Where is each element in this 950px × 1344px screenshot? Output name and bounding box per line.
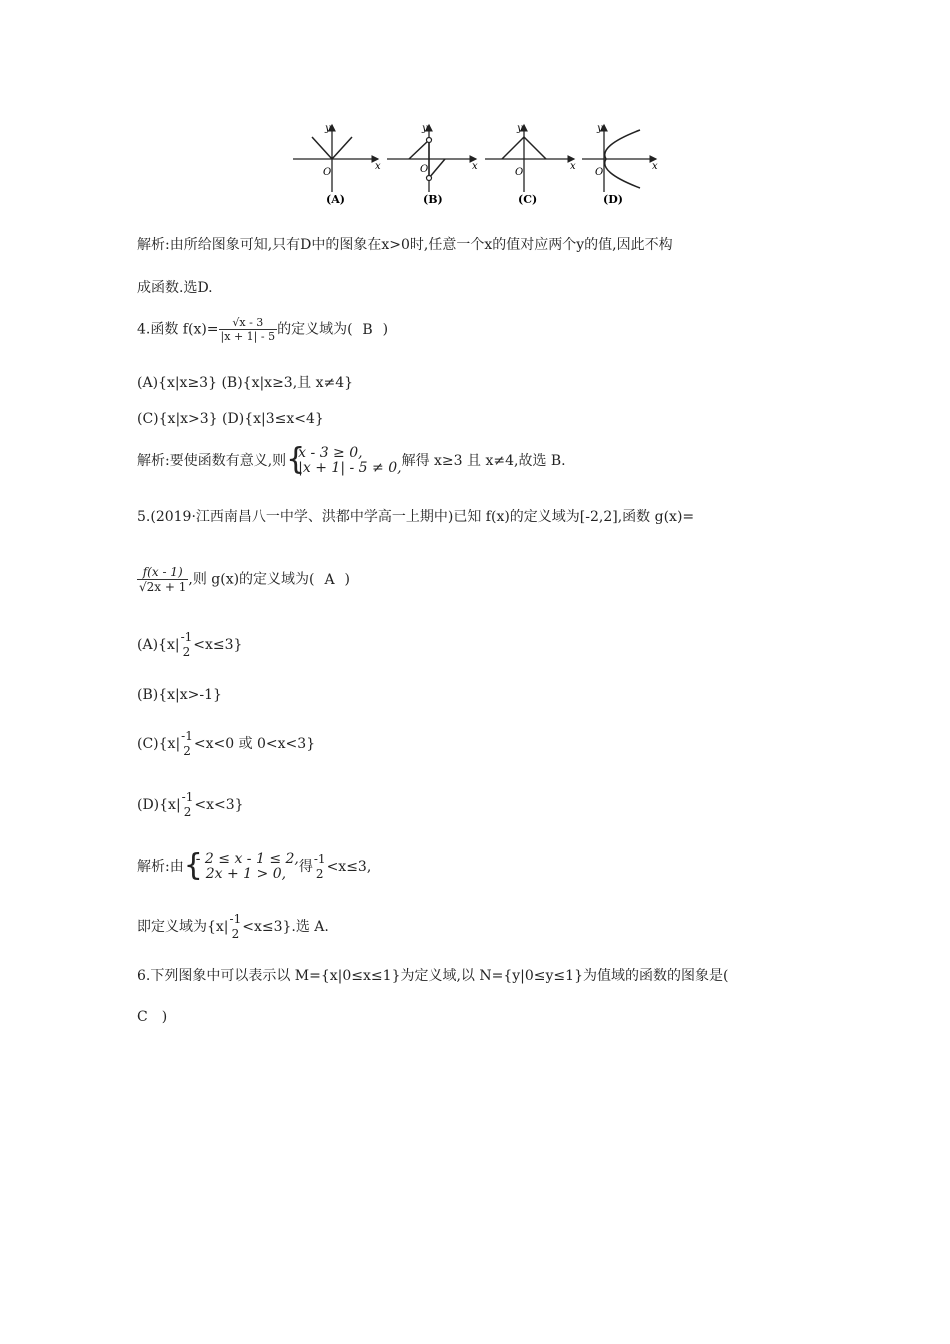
q4-question	[137, 316, 388, 343]
q5-answer: A	[324, 571, 335, 588]
x-axis-label-d: x	[652, 161, 658, 172]
graph-panel-a	[293, 123, 381, 206]
q4-system-row1: x - 3 ≥ 0,	[298, 445, 363, 461]
q5-option-a	[137, 630, 242, 660]
q6-answer: C	[137, 1009, 148, 1025]
origin-label-c: O	[515, 167, 524, 178]
q5-conclusion-frac	[230, 912, 242, 942]
q5-solution	[137, 848, 372, 883]
origin-label-a: O	[323, 167, 332, 178]
q5-option-a-num: -1	[180, 630, 193, 644]
q4-solution	[137, 442, 566, 477]
q5-conclusion	[137, 912, 329, 942]
q3-graphs-svg	[290, 120, 660, 212]
panel-label-d: (D)	[603, 193, 623, 206]
q5-conclusion-den: 2	[231, 927, 240, 941]
panel-label-a: (A)	[326, 193, 345, 206]
q5-system: { - 2 ≤ x - 1 ≤ 2, 2x + 1 > 0,	[183, 848, 299, 883]
q4-suffix: 的定义域为(	[277, 321, 353, 338]
y-axis-label-b: y	[422, 123, 428, 134]
q5-option-d-den: 2	[183, 805, 192, 819]
x-axis-label-b: x	[472, 161, 478, 172]
q5-system-row2: 2x + 1 > 0,	[205, 866, 287, 882]
panel-label-c: (C)	[518, 193, 538, 206]
q4-system: { x - 3 ≥ 0, |x + 1| - 5 ≠ 0,	[286, 442, 402, 477]
panel-label-b: (B)	[423, 193, 443, 206]
q4-close: )	[382, 321, 389, 338]
q5-system-row1: - 2 ≤ x - 1 ≤ 2,	[195, 851, 299, 867]
q4-options-ab: (A){x|x≥3} (B){x|x≥3,且 x≠4}	[137, 375, 354, 391]
graph-panel-d	[582, 123, 658, 206]
q6-answer-line	[137, 1008, 167, 1026]
q5-option-d-frac	[182, 790, 194, 820]
q5-conclusion-num: -1	[229, 912, 242, 926]
q4-solution-suffix: 解得 x≥3 且 x≠4,故选 B.	[401, 453, 566, 469]
q5-option-a-pre: (A){x|	[137, 637, 180, 653]
q5-close: )	[344, 571, 350, 588]
origin-label-d: O	[595, 167, 604, 178]
origin-label-b: O	[420, 164, 429, 175]
q5-frac-den: √2x + 1	[139, 580, 187, 594]
q5-option-c-frac	[181, 729, 193, 759]
q4-frac-den: |x + 1| - 5	[220, 330, 276, 343]
q4-frac-num: √x - 3	[219, 316, 278, 330]
q5-solution-suffix: <x≤3,	[326, 859, 372, 875]
q5-option-a-frac	[181, 630, 193, 660]
y-axis-label-a: y	[325, 123, 331, 134]
q5-question-cont	[137, 565, 350, 594]
graph-panel-c	[485, 123, 576, 206]
q4-prefix: 4.函数 f(x)=	[137, 321, 219, 338]
q4-answer: B	[362, 321, 373, 338]
q6-close: )	[161, 1009, 168, 1025]
q5-option-c-post: <x<0 或 0<x<3}	[193, 736, 316, 752]
q5-solution-prefix: 解析:由	[137, 859, 184, 875]
q5-option-c-den: 2	[183, 744, 191, 758]
q5-solution-den: 2	[315, 867, 324, 881]
q5-option-a-den: 2	[182, 645, 191, 659]
q5-conclusion-pre: 即定义域为{x|	[137, 919, 229, 935]
x-axis-label-c: x	[570, 161, 576, 172]
q4-solution-prefix: 解析:要使函数有意义,则	[137, 453, 287, 469]
q4-options-cd: (C){x|x>3} (D){x|3≤x<4}	[137, 411, 324, 427]
q5-fraction	[137, 565, 188, 594]
q3-solution-line2: 成函数.选D.	[137, 280, 213, 296]
graph-panel-b	[387, 123, 478, 206]
q5-option-c-pre: (C){x|	[137, 736, 181, 752]
q5-header: 5.(2019·江西南昌八一中学、洪都中学高一上期中)已知 f(x)的定义域为[-2,2],函数 g(x)=	[137, 509, 695, 525]
q5-option-d-post: <x<3}	[194, 797, 244, 813]
q5-option-d	[137, 790, 244, 820]
q6-question: 6.下列图象中可以表示以 M={x|0≤x≤1}为定义域,以 N={y|0≤y≤1}为值域的函数的图象是(	[137, 968, 729, 984]
q5-solution-mid: 得	[298, 859, 313, 875]
q5-suffix: ,则 g(x)的定义域为(	[188, 571, 315, 588]
q5-option-c-num: -1	[181, 729, 193, 743]
q5-option-d-pre: (D){x|	[137, 797, 181, 813]
y-axis-label-d: y	[597, 123, 603, 134]
q4-fraction	[219, 316, 278, 343]
q5-solution-num: -1	[313, 852, 326, 866]
q5-option-a-post: <x≤3}	[193, 637, 243, 653]
q4-system-row2: |x + 1| - 5 ≠ 0,	[298, 460, 402, 476]
q5-option-d-num: -1	[181, 790, 194, 804]
q5-solution-frac	[314, 852, 326, 882]
q5-option-b: (B){x|x>-1}	[137, 687, 222, 703]
q5-conclusion-post: <x≤3}.选 A.	[242, 919, 329, 935]
y-axis-label-c: y	[517, 123, 523, 134]
q5-frac-num: f(x - 1)	[137, 565, 188, 580]
q3-graphs-figure	[290, 120, 660, 212]
q5-option-c	[137, 729, 315, 759]
q3-solution-line1: 解析:由所给图象可知,只有D中的图象在x>0时,任意一个x的值对应两个y的值,因此不构	[137, 237, 673, 253]
x-axis-label-a: x	[375, 161, 381, 172]
